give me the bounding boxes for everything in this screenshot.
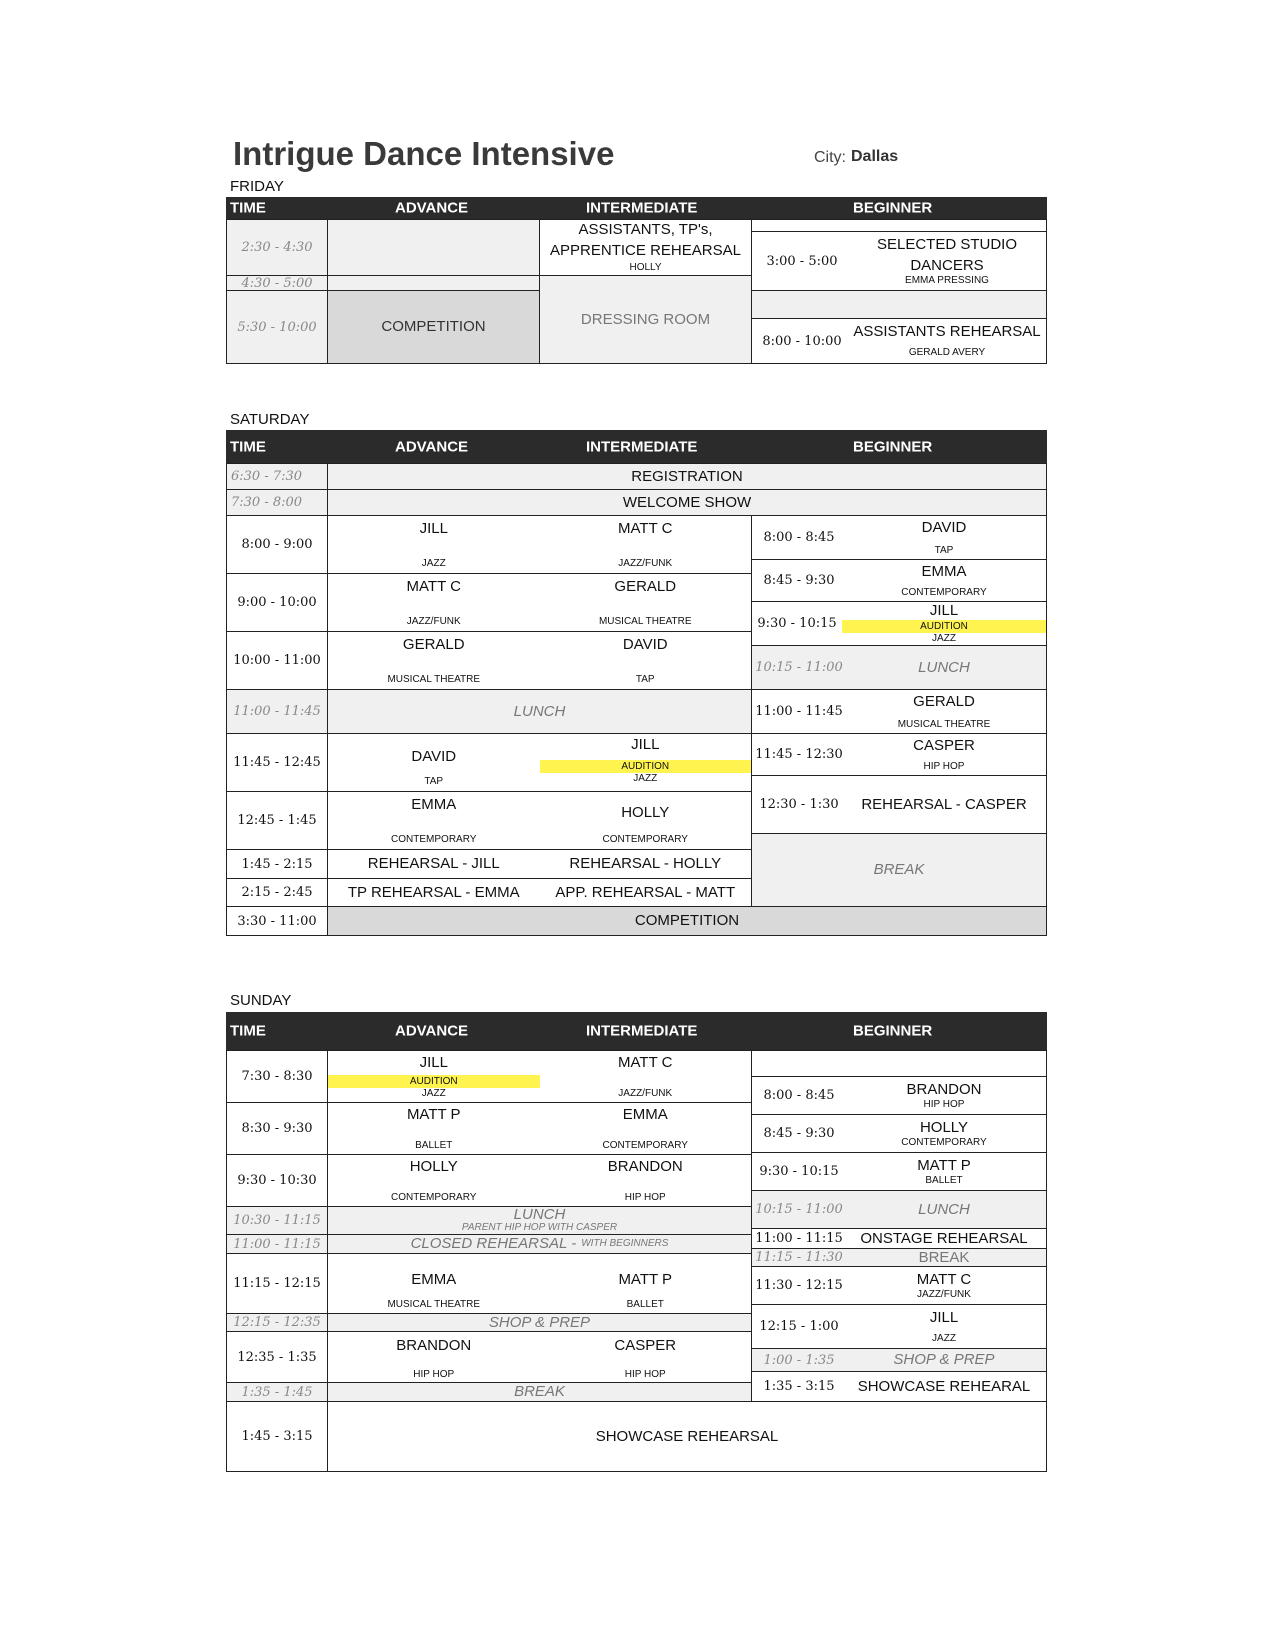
beginner-slot: 9:30 - 10:15 JILL AUDITION JAZZ	[751, 601, 1047, 646]
empty-cell	[751, 1050, 1047, 1077]
time-cell: 10:00 - 11:00	[226, 631, 328, 690]
time-cell: 11:15 - 12:15	[226, 1253, 328, 1314]
time-cell: 11:45 - 12:45	[226, 733, 328, 792]
time-cell: 8:00 - 9:00	[226, 515, 328, 574]
beginner-slot: 9:30 - 10:15 MATT P BALLET	[751, 1152, 1047, 1191]
beginner-slot: 8:45 - 9:30 EMMA CONTEMPORARY	[751, 559, 1047, 602]
class-row: JILL JAZZ MATT C JAZZ/FUNK	[327, 515, 752, 574]
time-cell: 10:30 - 11:15	[226, 1206, 328, 1235]
time-cell: 6:30 - 7:30	[226, 463, 328, 490]
welcome-show-cell: WELCOME SHOW	[327, 489, 1047, 516]
sunday-grid	[226, 1012, 1047, 1478]
time-cell: 1:35 - 1:45	[226, 1382, 328, 1402]
competition-cell: COMPETITION	[327, 290, 540, 364]
time-cell: 9:30 - 10:30	[226, 1154, 328, 1207]
class-row: MATT P BALLET EMMA CONTEMPORARY	[327, 1102, 752, 1155]
friday-header	[226, 197, 1047, 219]
time-cell: 1:45 - 2:15	[226, 849, 328, 879]
city-label: City:	[814, 149, 846, 166]
shop-prep-cell: SHOP & PREP	[327, 1313, 752, 1332]
session-cell: 8:00 - 10:00 ASSISTANTS REHEARSAL GERALD AVERY	[751, 318, 1047, 364]
time-cell: 2:15 - 2:45	[226, 878, 328, 907]
beginner-slot: 10:15 - 11:00 LUNCH	[751, 1190, 1047, 1229]
class-row: JILL AUDITION JAZZ MATT C JAZZ/FUNK	[327, 1050, 752, 1103]
beginner-slot: 12:30 - 1:30 REHEARSAL - CASPER	[751, 775, 1047, 834]
beginner-slot: 11:15 - 11:30 BREAK	[751, 1248, 1047, 1267]
closed-rehearsal-cell: CLOSED REHEARSAL - WITH BEGINNERS	[327, 1234, 752, 1254]
class-row: HOLLY CONTEMPORARY BRANDON HIP HOP	[327, 1154, 752, 1207]
beginner-slot: 8:00 - 8:45 BRANDON HIP HOP	[751, 1076, 1047, 1115]
col-time: TIME	[230, 438, 266, 455]
col-advance: ADVANCE	[395, 438, 469, 455]
time-cell: 7:30 - 8:00	[226, 489, 328, 516]
col-beginner: BEGINNER	[853, 1022, 933, 1040]
break-cell: BREAK	[327, 1382, 752, 1402]
beginner-slot: 8:45 - 9:30 HOLLY CONTEMPORARY	[751, 1114, 1047, 1153]
friday-grid	[226, 197, 1047, 366]
session-cell: 3:00 - 5:00 SELECTED STUDIO DANCERS EMMA PRESSING	[751, 231, 1047, 291]
col-time: TIME	[230, 1022, 266, 1040]
beginner-slot: 1:35 - 3:15 SHOWCASE REHEARAL	[751, 1371, 1047, 1402]
beginner-slot: 1:00 - 1:35 SHOP & PREP	[751, 1348, 1047, 1372]
time-cell: 12:15 - 12:35	[226, 1313, 328, 1332]
registration-cell: REGISTRATION	[327, 463, 1047, 490]
time-cell: 12:35 - 1:35	[226, 1331, 328, 1383]
beginner-slot: 10:15 - 11:00 LUNCH	[751, 645, 1047, 690]
class-row: GERALD MUSICAL THEATRE DAVID TAP	[327, 631, 752, 690]
col-intermediate: INTERMEDIATE	[586, 1022, 698, 1040]
time-cell: 5:30 - 10:00	[226, 290, 328, 364]
time-cell: 4:30 - 5:00	[226, 275, 328, 291]
dressing-room-cell: DRESSING ROOM	[539, 275, 752, 364]
session-cell: ASSISTANTS, TP's, APPRENTICE REHEARSAL HOLLY	[539, 219, 752, 276]
beginner-slot: 11:00 - 11:15 ONSTAGE REHEARSAL	[751, 1228, 1047, 1249]
class-row: DAVID TAP JILL AUDITION JAZZ	[327, 733, 752, 792]
time-cell: 11:00 - 11:45	[226, 689, 328, 734]
empty-cell	[751, 290, 1047, 319]
col-time: TIME	[230, 199, 266, 217]
rehearsal-row: REHEARSAL - JILL REHEARSAL - HOLLY	[327, 849, 752, 879]
col-beginner: BEGINNER	[853, 199, 933, 217]
saturday-grid	[226, 430, 1047, 942]
saturday-header	[226, 430, 1047, 463]
class-row: EMMA MUSICAL THEATRE MATT P BALLET	[327, 1253, 752, 1314]
col-intermediate: INTERMEDIATE	[586, 438, 698, 455]
beginner-slot: 8:00 - 8:45 DAVID TAP	[751, 515, 1047, 560]
time-cell: 9:00 - 10:00	[226, 573, 328, 632]
time-cell: 7:30 - 8:30	[226, 1050, 328, 1103]
col-beginner: BEGINNER	[853, 438, 933, 455]
audition-highlight: AUDITION	[842, 620, 1046, 633]
time-cell: 8:30 - 9:30	[226, 1102, 328, 1155]
rehearsal-row: TP REHEARSAL - EMMA APP. REHEARSAL - MATT	[327, 878, 752, 907]
lunch-cell: LUNCH	[327, 689, 752, 734]
showcase-cell: SHOWCASE REHEARSAL	[327, 1401, 1047, 1472]
empty-cell	[327, 275, 540, 291]
beginner-slot: 12:15 - 1:00 JILL JAZZ	[751, 1304, 1047, 1349]
class-row: BRANDON HIP HOP CASPER HIP HOP	[327, 1331, 752, 1383]
competition-cell: COMPETITION	[327, 906, 1047, 936]
time-cell: 12:45 - 1:45	[226, 791, 328, 850]
beginner-slot: 11:30 - 12:15 MATT C JAZZ/FUNK	[751, 1266, 1047, 1305]
sunday-header	[226, 1012, 1047, 1050]
col-advance: ADVANCE	[395, 1022, 469, 1040]
class-row: EMMA CONTEMPORARY HOLLY CONTEMPORARY	[327, 791, 752, 850]
time-cell: 2:30 - 4:30	[226, 219, 328, 276]
time-cell: 1:45 - 3:15	[226, 1401, 328, 1472]
saturday-label: SATURDAY	[230, 411, 310, 428]
col-advance: ADVANCE	[395, 199, 469, 217]
break-cell: BREAK	[751, 833, 1047, 907]
lunch-cell: LUNCH PARENT HIP HOP WITH CASPER	[327, 1206, 752, 1235]
page-title: Intrigue Dance Intensive	[233, 135, 615, 172]
class-row: MATT C JAZZ/FUNK GERALD MUSICAL THEATRE	[327, 573, 752, 632]
sunday-label: SUNDAY	[230, 992, 292, 1009]
friday-label: FRIDAY	[230, 178, 284, 195]
time-cell: 3:30 - 11:00	[226, 906, 328, 936]
audition-highlight: AUDITION	[540, 760, 752, 773]
time-cell: 11:00 - 11:15	[226, 1234, 328, 1254]
empty-cell	[327, 219, 540, 276]
beginner-slot: 11:45 - 12:30 CASPER HIP HOP	[751, 733, 1047, 776]
audition-highlight: AUDITION	[328, 1075, 540, 1088]
col-intermediate: INTERMEDIATE	[586, 199, 698, 217]
city-value: Dallas	[851, 148, 899, 165]
beginner-slot: 11:00 - 11:45 GERALD MUSICAL THEATRE	[751, 689, 1047, 734]
